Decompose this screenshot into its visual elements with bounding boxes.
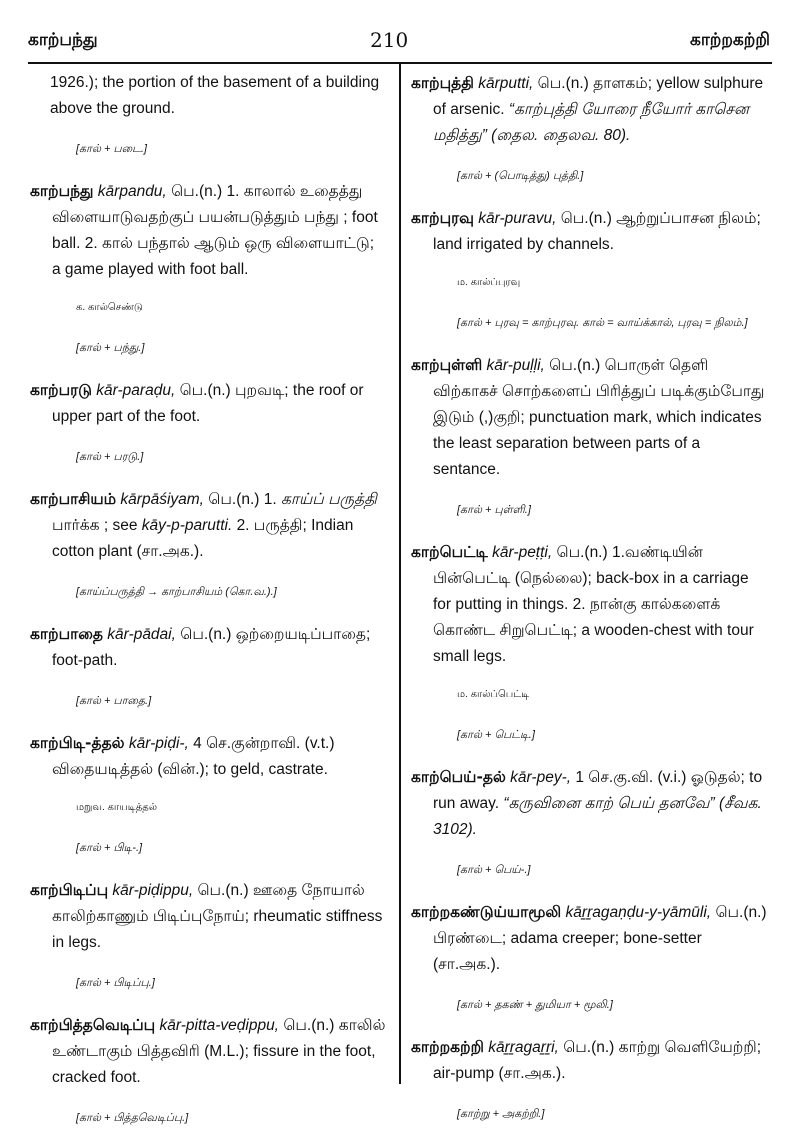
transliteration: kār-peṭṭi, — [492, 544, 553, 561]
entry — [411, 70, 769, 189]
etymology: [கால் + தகண் + துமியா + மூலி.] — [457, 999, 613, 1011]
headword: காற்பாசியம் — [30, 490, 117, 508]
headword: காற்பெட்டி — [411, 543, 488, 561]
entry — [30, 178, 386, 361]
transliteration: kār-puravu, — [478, 210, 557, 227]
entry — [411, 539, 769, 748]
entry-body: பெ.(n.) 1.வண்டியின் பின்பெட்டி (நெல்லை); back-box in a carriage for putting in things. 2. நான்கு கால்களைக் கொண்ட சிறுபெட்டி; a wooden-chest with tour small legs. — [433, 544, 754, 665]
entry-body: 1 செ.கு.வி. (v.i.) ஓடுதல்; to run away. — [433, 769, 763, 812]
page-number: 210 — [370, 28, 409, 52]
headword: காற்புத்தி — [411, 74, 474, 92]
entry-body: பெ.(n.) புறவடி; the roof or upper part of the foot. — [52, 382, 364, 425]
etymology: [கால் + புரவு = காற்புரவு. கால் = வாய்க்கால், புரவு = நிலம்.] — [457, 317, 748, 329]
etymology: [கால் + பித்தவெடிப்பு.] — [76, 1112, 189, 1124]
right-column — [411, 70, 769, 1143]
entry — [30, 877, 386, 996]
column-divider — [399, 64, 401, 1084]
entry — [30, 486, 386, 605]
headword: காற்புள்ளி — [411, 356, 483, 374]
entry — [411, 764, 769, 883]
etymology: [கால் + படை.] — [76, 143, 147, 155]
entry-body-part: பெ.(n.) 1. — [208, 491, 277, 508]
cognate-reference: க. கால்செண்டு — [76, 302, 143, 313]
transliteration: kāṟṟagaṟṟi, — [488, 1039, 559, 1056]
entry-body: பெ.(n.) காலில் உண்டாகும் பித்தவிரி (M.L.); fissure in the foot, cracked foot. — [52, 1017, 386, 1086]
entry — [30, 730, 386, 861]
transliteration: kār-pitta-veḍippu, — [159, 1017, 279, 1034]
quotation: “காற்புத்தி யோரை நீயோர் காசென மதித்து” (தைல. தைலவ. 80). — [433, 101, 749, 144]
entry-body: பெ.(n.) தாளகம்; yellow sulphure of arsenic. — [433, 75, 764, 118]
etymology: [காற்று + அகற்றி.] — [457, 1108, 545, 1120]
entry-body: 4 செ.குன்றாவி. (v.t.) விதையடித்தல் (வின்.); to geld, castrate. — [52, 735, 335, 778]
quotation: “கருவினை காற் பெய் தனவே” (சீவக. 3102). — [433, 795, 762, 838]
etymology: [காய்ப்பருத்தி → காற்பாசியம் (கொ.வ.).] — [76, 586, 277, 598]
transliteration: kār-pādai, — [107, 626, 176, 643]
cross-reference-translit: kāy-p-parutti. — [141, 517, 233, 534]
entry — [411, 1034, 769, 1127]
etymology: [கால் + பாதை.] — [76, 695, 152, 707]
headword: காற்றகண்டுய்யாமூலி — [411, 903, 562, 921]
etymology: [கால் + (பொடித்து) புத்தி.] — [457, 170, 584, 182]
entry — [411, 352, 769, 523]
entry — [411, 205, 769, 336]
headword: காற்புரவு — [411, 209, 474, 227]
entry-body-part: 2. பருத்தி; Indian cotton plant (சா.அக.). — [52, 517, 354, 560]
cognate-reference: ம. கால்ப்புரவு — [457, 277, 521, 288]
transliteration: kāṟṟagaṇḍu-y-yāmūli, — [565, 904, 712, 921]
header-left-guideword: காற்பந்து — [28, 30, 98, 50]
etymology: [கால் + புள்ளி.] — [457, 504, 531, 516]
headword: காற்பாதை — [30, 625, 103, 643]
entry-body: பெ.(n.) பொருள் தெளி விற்காகச் சொற்களைப் பிரித்துப் படிக்கும்போது இடும் (,)குறி; punctuation mark, which indicates the least separation between parts of a sentance. — [433, 357, 765, 478]
transliteration: kārpandu, — [97, 183, 167, 200]
continued-entry — [30, 70, 386, 162]
entry-body-part: பார்க்க ; see — [52, 517, 138, 534]
entry-body: பெ.(n.) ஒற்றையடிப்பாதை; foot-path. — [52, 626, 371, 669]
headword: காற்பரடு — [30, 381, 92, 399]
headword: காற்பிடிப்பு — [30, 881, 109, 899]
transliteration: kār-paraḍu, — [96, 382, 176, 399]
entry — [30, 621, 386, 714]
transliteration: kārputti, — [478, 75, 534, 92]
etymology: [கால் + பந்து.] — [76, 342, 145, 354]
etymology: [கால் + பிடி-.] — [76, 842, 143, 854]
cognate-reference: ம. கால்ப்பெட்டி — [457, 689, 530, 700]
headword: காற்பெய்-தல் — [411, 768, 506, 786]
entry — [30, 377, 386, 470]
transliteration: kār-puḷḷi, — [486, 357, 545, 374]
etymology: [கால் + பெய்-.] — [457, 864, 531, 876]
headword: காற்பித்தவெடிப்பு — [30, 1016, 156, 1034]
etymology: [கால் + பிடிப்பு.] — [76, 977, 155, 989]
header-right-guideword: காற்றகற்றி — [690, 30, 770, 50]
transliteration: kārpāśiyam, — [120, 491, 204, 508]
headword: காற்றகற்றி — [411, 1038, 484, 1056]
entry — [30, 1012, 386, 1131]
synonym-reference: மறுவ. காயடித்தல் — [76, 802, 158, 813]
entry-body: 1926.); the portion of the basement of a building above the ground. — [50, 74, 380, 117]
etymology: [கால் + பரடு.] — [76, 451, 144, 463]
left-column — [30, 70, 386, 1147]
entry-body: பெ.(n.) பிரண்டை; adama creeper; bone-setter (சா.அக.). — [433, 904, 767, 973]
headword: காற்பந்து — [30, 182, 94, 200]
transliteration: kār-piḍippu, — [112, 882, 194, 899]
entry-body: பெ.(n.) ஊதை நோயால் காலிற்காணும் பிடிப்புநோய்; rheumatic stiffness in legs. — [52, 882, 383, 951]
headword: காற்பிடி-த்தல் — [30, 734, 125, 752]
entry-body: பெ.(n.) 1. காலால் உதைத்து விளையாடுவதற்குப் பயன்படுத்தும் பந்து ; foot ball. 2. கால் பந்தால் ஆடும் ஒரு விளையாட்டு; a game played with foot ball. — [52, 183, 378, 278]
entry — [411, 899, 769, 1018]
transliteration: kār-pey-, — [510, 769, 572, 786]
transliteration: kār-piḍi-, — [128, 735, 189, 752]
entry-body: பெ.(n.) ஆற்றுப்பாசன நிலம்; land irrigated by channels. — [433, 210, 761, 253]
etymology: [கால் + பெட்டி.] — [457, 729, 535, 741]
cross-reference: காய்ப் பருத்தி — [281, 491, 377, 508]
entry-body: பெ.(n.) காற்று வெளியேற்றி; air-pump (சா.அக.). — [433, 1039, 761, 1082]
